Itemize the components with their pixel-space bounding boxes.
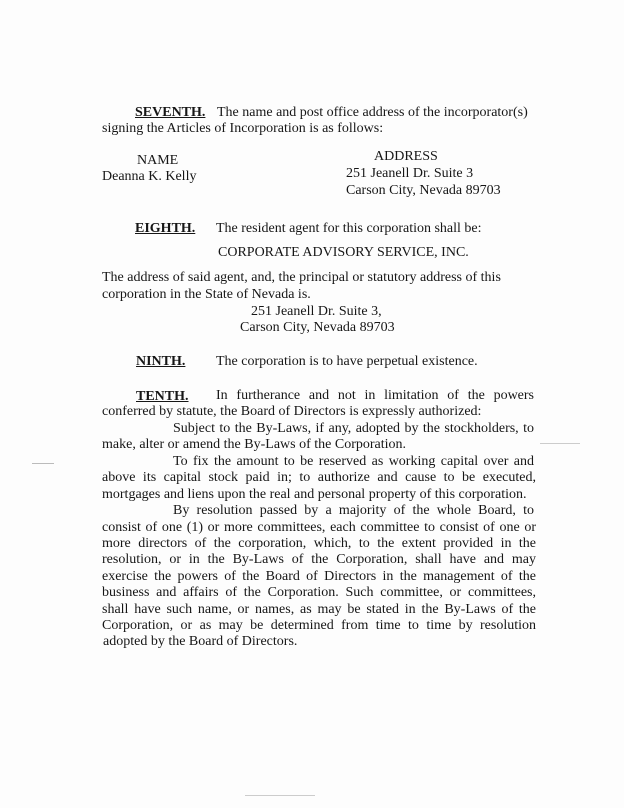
- scan-mark: [32, 463, 54, 464]
- seventh-text-2: signing the Articles of Incorporation is as follows:: [102, 121, 384, 136]
- tenth-line: conferred by statute, the Board of Directors is expressly authorized:: [102, 404, 482, 419]
- tenth-line: more directors of the corporation, which, to the extent provided in the: [102, 536, 536, 551]
- tenth-line: By resolution passed by a majority of the whole Board, to: [173, 503, 534, 518]
- eighth-text: The resident agent for this corporation shall be:: [216, 221, 482, 236]
- tenth-line: shall have such name, or names, as may be stated in the By-Laws of the: [102, 602, 536, 617]
- agent-address-1: 251 Jeanell Dr. Suite 3,: [251, 304, 382, 319]
- incorporator-name: Deanna K. Kelly: [102, 169, 197, 184]
- tenth-line: exercise the powers of the Board of Directors in the management of the: [102, 569, 536, 584]
- name-header: NAME: [137, 153, 179, 168]
- tenth-line: Corporation, or as may be determined from time to time by resolution: [102, 618, 536, 633]
- incorporator-address-1: 251 Jeanell Dr. Suite 3: [346, 166, 474, 181]
- eighth-line-2: corporation in the State of Nevada is.: [102, 287, 311, 302]
- scan-mark: [245, 795, 315, 796]
- eighth-line-1: The address of said agent, and, the principal or statutory address of this: [102, 270, 501, 285]
- tenth-line: business and affairs of the Corporation. Such committee, or committees,: [102, 585, 536, 600]
- tenth-heading: TENTH.: [136, 389, 189, 404]
- tenth-line: consist of one (1) or more committees, each committee to consist of one or: [102, 520, 536, 535]
- seventh-text: The name and post office address of the incorporator(s): [217, 105, 528, 120]
- tenth-line: To fix the amount to be reserved as working capital over and: [173, 454, 534, 469]
- scan-mark: [540, 443, 580, 444]
- seventh-heading: SEVENTH.: [135, 105, 206, 120]
- tenth-line: resolution, or in the By-Laws of the Corporation, shall have and may: [102, 552, 536, 567]
- resident-agent: CORPORATE ADVISORY SERVICE, INC.: [218, 245, 469, 260]
- tenth-line: above its capital stock paid in; to authorize and cause to be executed,: [102, 470, 536, 485]
- ninth-heading: NINTH.: [136, 354, 186, 369]
- ninth-text: The corporation is to have perpetual existence.: [216, 354, 478, 369]
- tenth-line: Subject to the By-Laws, if any, adopted by the stockholders, to: [173, 421, 534, 436]
- incorporator-address-2: Carson City, Nevada 89703: [346, 183, 501, 198]
- tenth-line: In furtherance and not in limitation of the powers: [216, 388, 534, 403]
- tenth-line: adopted by the Board of Directors.: [103, 634, 298, 649]
- tenth-line: mortgages and liens upon the real and personal property of this corporation.: [102, 487, 527, 502]
- eighth-heading: EIGHTH.: [135, 221, 196, 236]
- tenth-line: make, alter or amend the By-Laws of the Corporation.: [102, 437, 407, 452]
- agent-address-2: Carson City, Nevada 89703: [240, 320, 395, 335]
- address-header: ADDRESS: [374, 149, 438, 164]
